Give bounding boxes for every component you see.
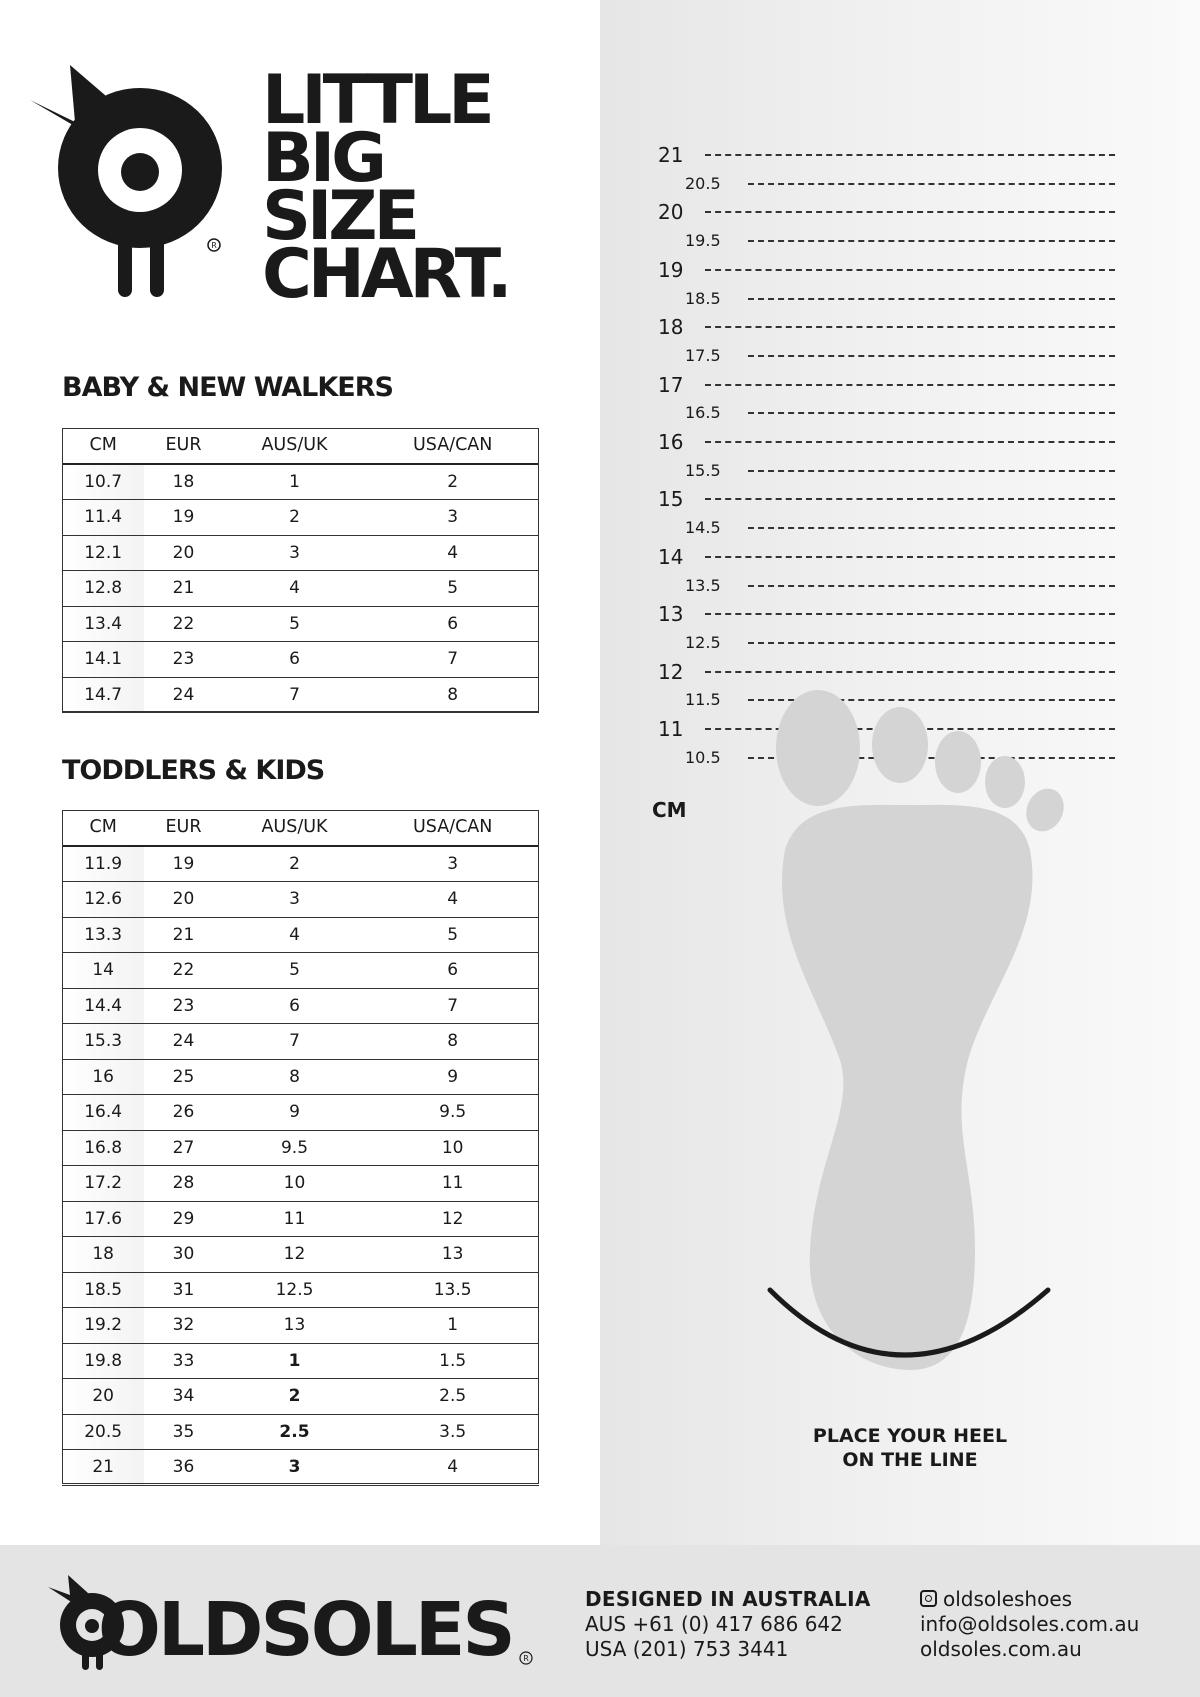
ruler-dashed-line [705, 326, 1115, 328]
toe-icon [1019, 782, 1070, 837]
toe-icon [985, 756, 1025, 808]
designed-in-label: DESIGNED IN AUSTRALIA [585, 1587, 871, 1611]
table-cell: 1 [366, 1308, 539, 1344]
phone-usa: USA (201) 753 3441 [585, 1637, 789, 1661]
footer [0, 1545, 1200, 1697]
column-header: AUS/UK [223, 810, 367, 846]
table-cell: 35 [144, 1414, 222, 1450]
table-cell: 12.1 [62, 535, 144, 571]
table-row [62, 1059, 539, 1095]
table-cell: 19 [144, 846, 222, 882]
ruler-mark-label: 18.5 [685, 288, 721, 308]
table-cell: 2.5 [366, 1379, 539, 1415]
size-table-toddlers [62, 810, 539, 1486]
table-cell: 30 [144, 1237, 222, 1273]
table-row [62, 882, 539, 918]
website-link[interactable]: oldsoles.com.au [920, 1637, 1082, 1661]
table-row [62, 1201, 539, 1237]
table-cell: 3.5 [366, 1414, 539, 1450]
ruler-unit-label: CM [652, 798, 687, 822]
table-cell: 16.8 [62, 1130, 144, 1166]
table-cell: 1 [223, 1343, 367, 1379]
ruler-dashed-line [705, 556, 1115, 558]
registered-mark: R [211, 241, 217, 250]
registered-mark: R [523, 1654, 529, 1663]
table-cell: 11 [366, 1166, 539, 1202]
table-cell: 8 [223, 1059, 367, 1095]
oldsoles-logo [48, 1575, 533, 1670]
ruler-mark [640, 456, 1120, 486]
table-cell: 21 [144, 917, 222, 953]
table-cell: 19 [144, 500, 222, 536]
column-header: EUR [144, 810, 222, 846]
ruler-mark [640, 484, 1120, 514]
table-row [62, 500, 539, 536]
table-cell: 16.4 [62, 1095, 144, 1131]
table-row [62, 1414, 539, 1450]
ruler-dashed-line [748, 642, 1115, 644]
ruler-mark [640, 312, 1120, 342]
table-cell: 20 [62, 1379, 144, 1415]
ruler-dashed-line [748, 585, 1115, 587]
ruler-mark [640, 628, 1120, 658]
ruler-mark-label: 13.5 [685, 575, 721, 595]
table-cell: 2 [366, 464, 539, 500]
ruler-mark-label: 12 [658, 659, 684, 684]
table-row [62, 1237, 539, 1273]
table-cell: 11.9 [62, 846, 144, 882]
table-cell: 4 [223, 917, 367, 953]
table-row [62, 571, 539, 607]
table-header-row [62, 810, 539, 846]
table-cell: 4 [366, 535, 539, 571]
table-cell: 36 [144, 1450, 222, 1486]
table-cell: 3 [366, 500, 539, 536]
table-row [62, 1095, 539, 1131]
table-cell: 32 [144, 1308, 222, 1344]
table-cell: 13 [223, 1308, 367, 1344]
column-header: EUR [144, 428, 222, 464]
ruler-mark [640, 284, 1120, 314]
ruler-mark-label: 19.5 [685, 231, 721, 251]
ruler-mark [640, 657, 1120, 687]
title-line: SIZE [262, 177, 417, 256]
table-row [62, 953, 539, 989]
instagram-handle: oldsoleshoes [943, 1587, 1073, 1611]
table-cell: 34 [144, 1379, 222, 1415]
logo-wordmark: OLDSOLES [98, 1587, 513, 1670]
table-cell: 17.6 [62, 1201, 144, 1237]
toe-icon [935, 731, 981, 793]
table-cell: 14.4 [62, 988, 144, 1024]
ruler-mark-label: 10.5 [685, 747, 721, 767]
ruler-mark-label: 20.5 [685, 173, 721, 193]
table-cell: 15.3 [62, 1024, 144, 1060]
table-cell: 25 [144, 1059, 222, 1095]
table-cell: 19.8 [62, 1343, 144, 1379]
title-line: BIG [262, 119, 383, 198]
toe-icon [872, 707, 928, 783]
table-cell: 2 [223, 1379, 367, 1415]
column-header: CM [62, 810, 144, 846]
table-row [62, 1379, 539, 1415]
column-header: AUS/UK [223, 428, 367, 464]
table-cell: 11.4 [62, 500, 144, 536]
table-cell: 20.5 [62, 1414, 144, 1450]
table-cell: 2 [223, 846, 367, 882]
section-heading-baby: BABY & NEW WALKERS [62, 372, 393, 403]
table-cell: 22 [144, 953, 222, 989]
table-row [62, 1450, 539, 1486]
table-cell: 12.8 [62, 571, 144, 607]
table-cell: 1 [223, 464, 367, 500]
table-cell: 26 [144, 1095, 222, 1131]
table-cell: 7 [366, 988, 539, 1024]
heel-caption-line: ON THE LINE [842, 1449, 978, 1471]
instagram-line[interactable] [920, 1587, 1139, 1612]
table-cell: 23 [144, 642, 222, 678]
table-cell: 5 [223, 606, 367, 642]
ruler-mark [640, 341, 1120, 371]
table-cell: 9.5 [366, 1095, 539, 1131]
column-header: USA/CAN [366, 428, 539, 464]
foot-length-ruler [640, 140, 1120, 780]
ruler-dashed-line [705, 498, 1115, 500]
ruler-mark [640, 599, 1120, 629]
table-cell: 6 [223, 642, 367, 678]
table-cell: 24 [144, 677, 222, 713]
ruler-mark-label: 20 [658, 200, 684, 225]
table-cell: 27 [144, 1130, 222, 1166]
table-row [62, 846, 539, 882]
ruler-mark [640, 140, 1120, 170]
ruler-mark-label: 15 [658, 487, 684, 512]
ruler-dashed-line [748, 240, 1115, 242]
table-row [62, 535, 539, 571]
ruler-mark-label: 16.5 [685, 403, 721, 423]
table-cell: 4 [366, 1450, 539, 1486]
table-cell: 17.2 [62, 1166, 144, 1202]
table-row [62, 642, 539, 678]
phone-aus: AUS +61 (0) 417 686 642 [585, 1612, 843, 1636]
ruler-mark-label: 13 [658, 602, 684, 627]
heel-caption-line: PLACE YOUR HEEL [812, 1425, 1008, 1447]
ruler-mark [640, 169, 1120, 199]
table-cell: 9 [366, 1059, 539, 1095]
table-cell: 18 [62, 1237, 144, 1273]
table-row [62, 1308, 539, 1344]
table-cell: 18 [144, 464, 222, 500]
ruler-dashed-line [705, 269, 1115, 271]
table-cell: 9 [223, 1095, 367, 1131]
ruler-mark [640, 197, 1120, 227]
table-cell: 4 [223, 571, 367, 607]
table-cell: 6 [223, 988, 367, 1024]
table-row [62, 1343, 539, 1379]
table-row [62, 1130, 539, 1166]
table-row [62, 677, 539, 713]
table-cell: 1.5 [366, 1343, 539, 1379]
ruler-mark [640, 513, 1120, 543]
table-cell: 18.5 [62, 1272, 144, 1308]
table-cell: 20 [144, 882, 222, 918]
page-title [262, 61, 509, 314]
table-cell: 7 [223, 677, 367, 713]
table-cell: 22 [144, 606, 222, 642]
table-cell: 12 [366, 1201, 539, 1237]
table-cell: 10 [366, 1130, 539, 1166]
table-cell: 16 [62, 1059, 144, 1095]
table-cell: 5 [223, 953, 367, 989]
ruler-mark [640, 226, 1120, 256]
table-cell: 14 [62, 953, 144, 989]
table-cell: 10.7 [62, 464, 144, 500]
table-cell: 3 [366, 846, 539, 882]
ruler-dashed-line [748, 470, 1115, 472]
table-cell: 4 [366, 882, 539, 918]
ruler-dashed-line [705, 671, 1115, 673]
title-line: CHART. [262, 235, 509, 314]
table-cell: 3 [223, 535, 367, 571]
contact-info [585, 1587, 871, 1662]
table-cell: 14.7 [62, 677, 144, 713]
table-cell: 33 [144, 1343, 222, 1379]
ruler-mark-label: 11 [658, 717, 684, 741]
ruler-mark-label: 19 [658, 257, 684, 282]
section-heading-toddlers: TODDLERS & KIDS [62, 755, 325, 786]
table-cell: 6 [366, 953, 539, 989]
ruler-mark-label: 14.5 [685, 518, 721, 538]
table-cell: 21 [144, 571, 222, 607]
table-cell: 8 [366, 677, 539, 713]
social-info [920, 1587, 1139, 1662]
table-cell: 13.3 [62, 917, 144, 953]
table-cell: 23 [144, 988, 222, 1024]
table-cell: 29 [144, 1201, 222, 1237]
title-line: LITTLE [262, 61, 491, 140]
footprint-illustration [760, 690, 1080, 1390]
ruler-mark-label: 21 [658, 143, 684, 167]
email-link[interactable]: info@oldsoles.com.au [920, 1612, 1140, 1636]
table-cell: 20 [144, 535, 222, 571]
table-cell: 3 [223, 1450, 367, 1486]
table-cell: 10 [223, 1166, 367, 1202]
table-cell: 19.2 [62, 1308, 144, 1344]
ruler-dashed-line [748, 298, 1115, 300]
ruler-dashed-line [705, 384, 1115, 386]
table-row [62, 988, 539, 1024]
ruler-mark-label: 12.5 [685, 632, 721, 652]
ruler-dashed-line [748, 355, 1115, 357]
ruler-mark-label: 11.5 [685, 690, 721, 710]
ruler-dashed-line [748, 527, 1115, 529]
oldsoles-mascot-logo [30, 60, 245, 310]
size-table-baby [62, 428, 539, 713]
ruler-mark [640, 542, 1120, 572]
table-cell: 28 [144, 1166, 222, 1202]
table-cell: 8 [366, 1024, 539, 1060]
ruler-dashed-line [748, 412, 1115, 414]
table-cell: 21 [62, 1450, 144, 1486]
ruler-mark [640, 427, 1120, 457]
table-cell: 13.4 [62, 606, 144, 642]
table-row [62, 1166, 539, 1202]
table-cell: 7 [366, 642, 539, 678]
table-row [62, 1024, 539, 1060]
table-row [62, 1272, 539, 1308]
instagram-icon [920, 1590, 937, 1607]
ruler-dashed-line [705, 211, 1115, 213]
ruler-mark-label: 15.5 [685, 460, 721, 480]
big-toe-icon [776, 690, 860, 806]
table-cell: 13.5 [366, 1272, 539, 1308]
ruler-mark [640, 255, 1120, 285]
table-row [62, 606, 539, 642]
table-cell: 5 [366, 917, 539, 953]
table-cell: 2 [223, 500, 367, 536]
sole-icon [782, 805, 1032, 1370]
table-cell: 6 [366, 606, 539, 642]
table-cell: 12.6 [62, 882, 144, 918]
table-cell: 31 [144, 1272, 222, 1308]
ruler-mark-label: 18 [658, 315, 684, 340]
table-cell: 14.1 [62, 642, 144, 678]
ruler-dashed-line [705, 613, 1115, 615]
table-cell: 12 [223, 1237, 367, 1273]
table-cell: 9.5 [223, 1130, 367, 1166]
ruler-mark [640, 370, 1120, 400]
table-cell: 2.5 [223, 1414, 367, 1450]
table-cell: 24 [144, 1024, 222, 1060]
ruler-mark [640, 398, 1120, 428]
table-row [62, 917, 539, 953]
ruler-dashed-line [705, 441, 1115, 443]
column-header: USA/CAN [366, 810, 539, 846]
ruler-mark-label: 17 [658, 372, 684, 397]
table-header-row [62, 428, 539, 464]
table-cell: 12.5 [223, 1272, 367, 1308]
ruler-mark-label: 14 [658, 544, 684, 569]
ruler-dashed-line [705, 154, 1115, 156]
table-cell: 13 [366, 1237, 539, 1273]
column-header: CM [62, 428, 144, 464]
ruler-mark [640, 571, 1120, 601]
heel-instruction [780, 1424, 1040, 1472]
ruler-dashed-line [748, 183, 1115, 185]
table-cell: 11 [223, 1201, 367, 1237]
ruler-mark-label: 17.5 [685, 345, 721, 365]
ruler-mark-label: 16 [658, 430, 684, 454]
table-cell: 5 [366, 571, 539, 607]
table-cell: 7 [223, 1024, 367, 1060]
table-row [62, 464, 539, 500]
table-cell: 3 [223, 882, 367, 918]
